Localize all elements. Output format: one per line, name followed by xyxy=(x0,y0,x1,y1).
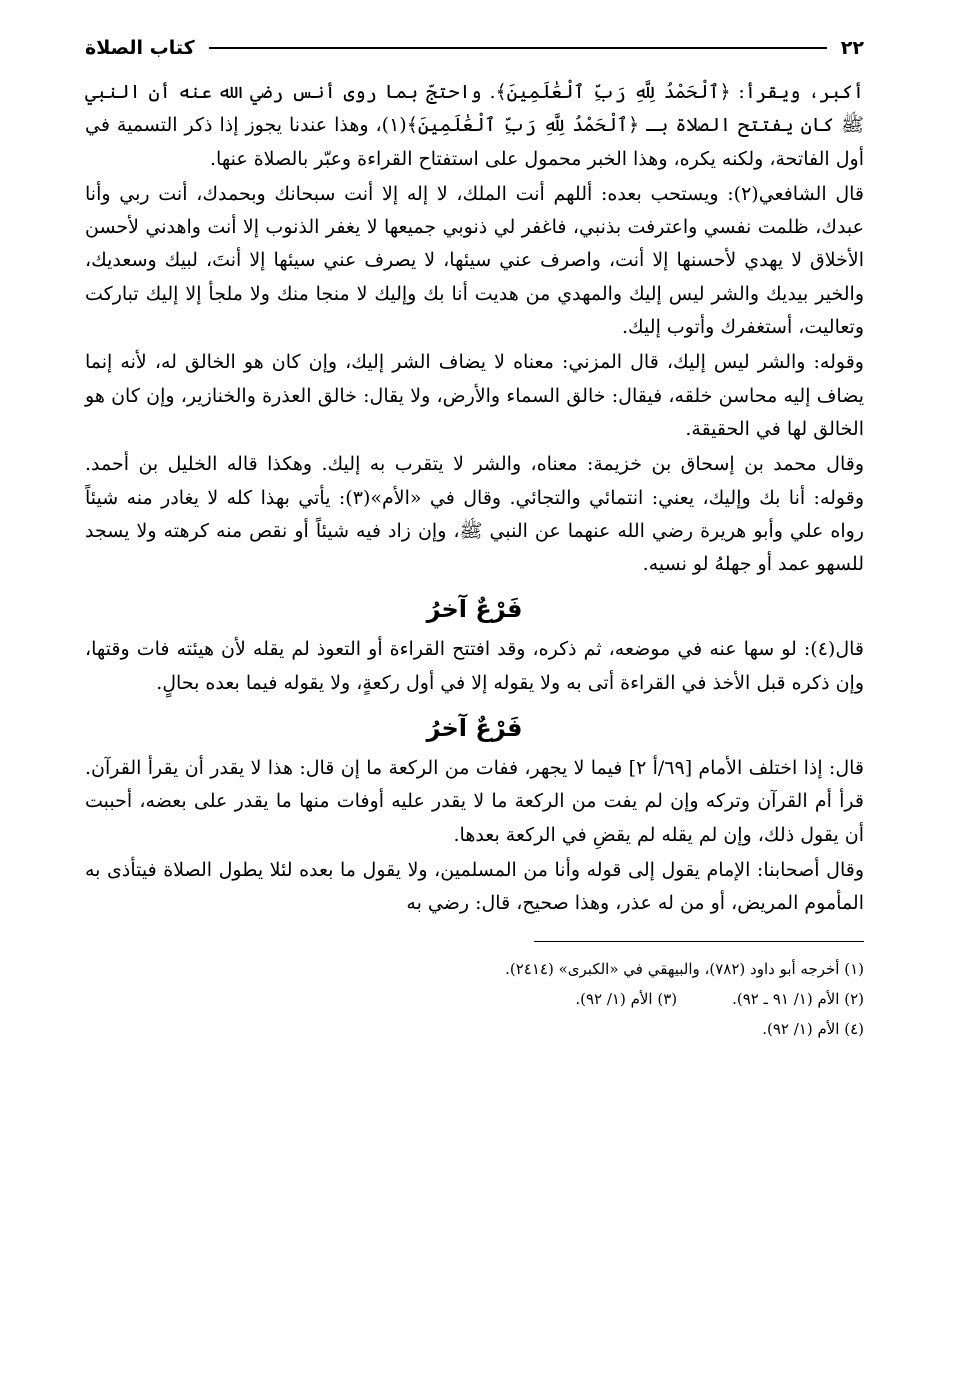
page-number: ٢٢ xyxy=(840,37,864,59)
running-title: كتاب الصلاة xyxy=(85,37,195,59)
section-heading: فَرْعٌ آخرُ xyxy=(426,595,523,624)
paragraph: أكبر، ويقرأ: ﴿ٱلْحَمْدُ لِلَّهِ رَبِّ ٱلْعَٰلَمِينَ﴾. واحتجّ بما روى أنس رضي الله عنه أن النبي ﷺ كان يفتتح الصلاة بـ ﴿ٱلْحَمْدُ لِلَّهِ رَبِّ ٱلْعَٰلَمِينَ﴾(١)، وهذا عندنا يجوز إذا ذكر التسمية في أول الفاتحة، ولكنه يكره، وهذا الخبر محمول على استفتاح القراءة وعبّر بالصلاة عنها. xyxy=(85,81,864,170)
paragraph: قال: إذا اختلف الأمام [٦٩/أ ٢] فيما لا يجهر، ففات من الركعة ما إن قال: هذا لا يقدر أن يقرأ القرآن. قرأ أم القرآن وتركه وإن لم يفت من الركعة ما لا يقدر عليه أوفات منها ما يقدر على بعضه، أحببت أن يقول ذلك، وإن لم يقله لم يقضِ في الركعة بعدها. xyxy=(85,757,864,846)
footnote: (٣) الأم (١/ ٩٢). xyxy=(575,989,678,1008)
footnote: (٢) الأم (١/ ٩١ ـ ٩٢). xyxy=(732,989,864,1008)
paragraph: وقوله: والشر ليس إليك، قال المزني: معناه لا يضاف الشر إليك، وإن كان هو الخالق له، لأنه إنما يضاف إليه محاسن خلقه، فيقال: خالق السماء والأرض، ولا يقال: خالق العذرة والخنازير، وإن كان هو الخالق لها في الحقيقة. xyxy=(85,351,864,440)
book-page xyxy=(85,28,864,1354)
footnote: (١) أخرجه أبو داود (٧٨٢)، والبيهقي في «الكبرى» (٢٤١٤). xyxy=(505,959,864,978)
paragraph: قال الشافعي(٢): ويستحب بعده: أللهم أنت الملك، لا إله إلا أنت سبحانك وبحمدك، أنت ربي وأنا عبدك، ظلمت نفسي واعترفت بذنبي، فاغفر لي ذنوبي جميعها لا يغفر الذنوب إلا أنت واهدني لأحسن الأخلاق لا يهدي لأحسنها إلا أنت، واصرف عني سيئها، لا يصرف عني سيئها إلا أنتَ، لبيك وسعديك، والخير بيديك والشر ليس إليك والمهدي من هديت أنا بك وإليك لا منجا منك ولا ملجأ إلا إليك تباركت وتعاليت، أستغفرك وأتوب إليك. xyxy=(85,182,864,339)
footnotes xyxy=(85,954,864,1044)
page-header xyxy=(85,28,864,68)
paragraph: وقال محمد بن إسحاق بن خزيمة: معناه، والشر لا يتقرب به إليك. وهكذا قاله الخليل بن أحمد. وقوله: أنا بك وإليك، يعني: انتمائي والتجائي. وقال في «الأم»(٣): يأتي بهذا كله لا يغادر منه شيئاً رواه علي وأبو هريرة رضي الله عنهما عن النبي ﷺ، وإن زاد فيه شيئاً أو نقص منه كرهته ولا يسجد للسهو عمد أو جهلهُ لو نسيه. xyxy=(85,453,864,576)
footnote-row xyxy=(85,984,864,1014)
paragraph: وقال أصحابنا: الإمام يقول إلى قوله وأنا من المسلمين، ولا يقول ما بعده لئلا يطول الصلاة فيتأذى به المأموم المريض، أو من له عذر، وهذا صحيح، قال: رضي به xyxy=(85,858,864,915)
header-rule xyxy=(209,47,827,49)
main-text xyxy=(85,76,864,921)
section-heading: فَرْعٌ آخرُ xyxy=(426,714,523,743)
footnote: (٤) الأم (١/ ٩٢). xyxy=(762,1019,864,1038)
footnote-separator xyxy=(534,941,864,942)
paragraph: قال(٤): لو سها عنه في موضعه، ثم ذكره، وقد افتتح القراءة أو التعوذ لم يقله لأن هيئته فات وقتها، وإن ذكره قبل الأخذ في القراءة أتى به ولا يقوله إلا في أول ركعةٍ، ولا يقوله فيما بعده بحالٍ. xyxy=(85,638,864,694)
